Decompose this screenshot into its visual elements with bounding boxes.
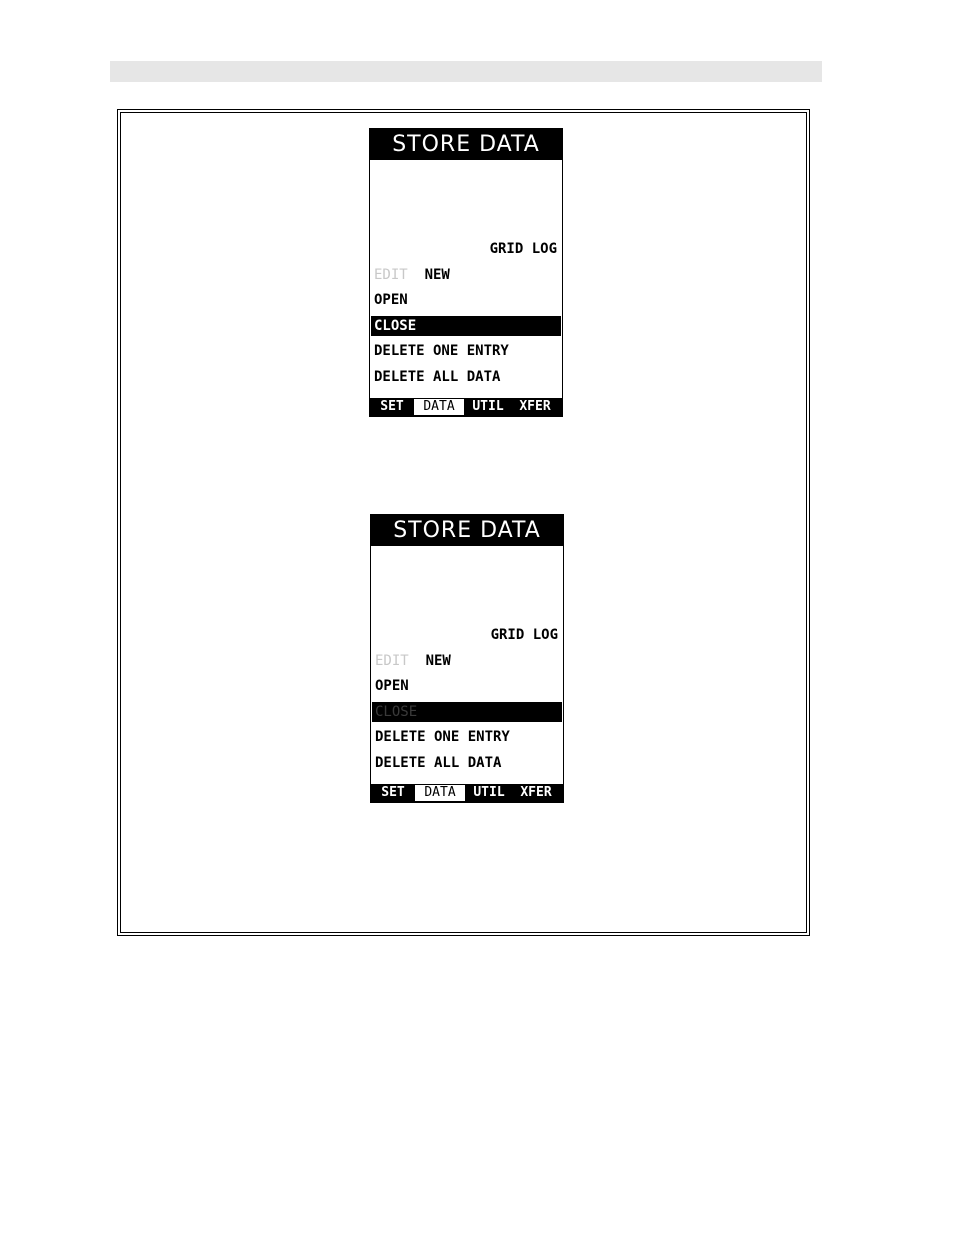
menu-item-delete-all-data[interactable]: DELETE ALL DATA bbox=[374, 368, 501, 385]
tab-data[interactable]: DATA bbox=[415, 785, 465, 801]
menu-item-value: GRID LOG bbox=[489, 241, 557, 257]
menu-item-delete-one-entry[interactable]: DELETE ONE ENTRY bbox=[374, 343, 509, 360]
tab-data[interactable]: DATA bbox=[414, 399, 464, 415]
page-header-bar bbox=[110, 61, 822, 82]
menu-item-edit: EDIT bbox=[374, 266, 408, 283]
store-data-menu bbox=[371, 623, 563, 777]
menu-item-open[interactable]: OPEN bbox=[375, 678, 409, 695]
screen-title: STORE DATA bbox=[371, 515, 563, 546]
tab-bar bbox=[370, 398, 562, 416]
store-data-screen-2 bbox=[370, 514, 564, 803]
store-data-screen-1 bbox=[369, 128, 563, 417]
menu-item-edit: EDIT bbox=[375, 652, 409, 669]
store-data-menu bbox=[370, 237, 562, 391]
tab-set[interactable]: SET bbox=[380, 399, 404, 414]
screen-title: STORE DATA bbox=[370, 129, 562, 160]
menu-item-delete-one-entry[interactable]: DELETE ONE ENTRY bbox=[375, 729, 510, 746]
menu-item-label: NEW bbox=[424, 266, 450, 283]
tab-util[interactable]: UTIL bbox=[472, 399, 504, 414]
menu-item-value: GRID LOG bbox=[490, 627, 558, 643]
tab-set[interactable]: SET bbox=[381, 785, 405, 800]
menu-item-open[interactable]: OPEN bbox=[374, 292, 408, 309]
menu-item-delete-all-data[interactable]: DELETE ALL DATA bbox=[375, 754, 502, 771]
tab-xfer[interactable]: XFER bbox=[520, 785, 552, 800]
tab-util[interactable]: UTIL bbox=[473, 785, 505, 800]
tab-xfer[interactable]: XFER bbox=[519, 399, 551, 414]
menu-item-close[interactable]: CLOSE bbox=[371, 316, 561, 336]
menu-item-label: NEW bbox=[425, 652, 451, 669]
tab-bar bbox=[371, 784, 563, 802]
menu-item-close: CLOSE bbox=[372, 702, 562, 722]
